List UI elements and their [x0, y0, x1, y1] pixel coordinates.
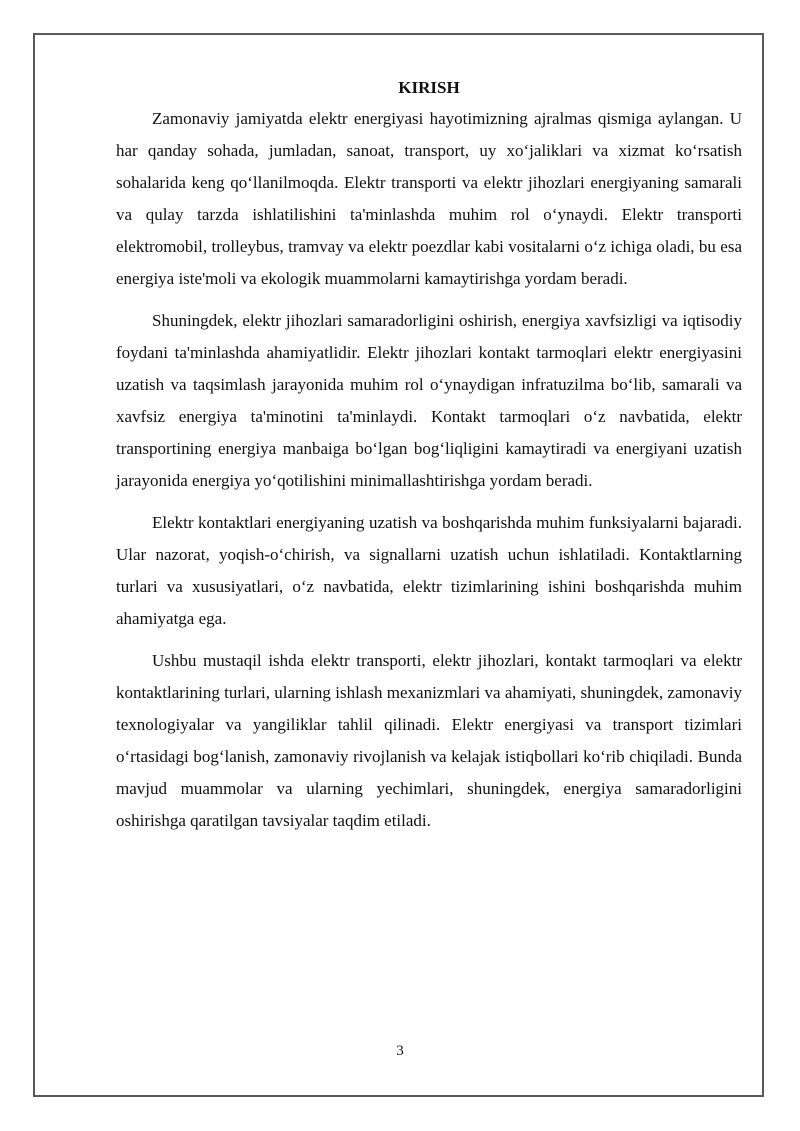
section-title: KIRISH: [398, 78, 460, 97]
paragraph-2: Shuningdek, elektr jihozlari samaradorligini oshirish, energiya xavfsizligi va iqtisodiy foydani ta'minlashda ahamiyatlidir. Elektr jihozlari kontakt tarmoqlari elektr energiyasini uzatish va taqsimlash jarayonida muhim rol o‘ynaydigan infratuzilma bo‘lib, samarali va xavfsiz energiya ta'minotini ta'minlaydi. Kontakt tarmoqlari o‘z navbatida, elektr transportining energiya manbaiga bo‘lgan bog‘liqligini kamaytiradi va energiyani uzatish jarayonida energiya yo‘qotilishini minimallashtirishga yordam beradi.: [116, 311, 742, 490]
paragraph-3: Elektr kontaktlari energiyaning uzatish va boshqarishda muhim funksiyalarni bajaradi. Ular nazorat, yoqish-o‘chirish, va signallarni uzatish uchun ishlatiladi. Kontaktlarning turlari va xususiyatlari, o‘z navbatida, elektr tizimlarining ishini boshqarishda muhim ahamiyatga ega.: [116, 513, 742, 628]
paragraph-4: Ushbu mustaqil ishda elektr transporti, elektr jihozlari, kontakt tarmoqlari va elektr kontaktlarining turlari, ularning ishlash mexanizmlari va ahamiyati, shuningdek, zamonaviy texnologiyalar va yangiliklar tahlil qilinadi. Elektr energiyasi va transport tizimlari o‘rtasidagi bog‘lanish, zamonaviy rivojlanish va kelajak istiqbollari ko‘rib chiqiladi. Bunda mavjud muammolar va ularning yechimlari, shuningdek, energiya samaradorligini oshirishga qaratilgan tavsiyalar taqdim etiladi.: [116, 651, 742, 830]
page-number: 3: [396, 1043, 404, 1059]
paragraph-1: Zamonaviy jamiyatda elektr energiyasi hayotimizning ajralmas qismiga aylangan. U har qanday sohada, jumladan, sanoat, transport, uy xo‘jaliklari va xizmat ko‘rsatish sohalarida keng qo‘llanilmoqda. Elektr transporti va elektr jihozlari energiyaning samarali va qulay tarzda ishlatilishini ta'minlashda muhim rol o‘ynaydi. Elektr transporti elektromobil, trolleybus, tramvay va elektr poezdlar kabi vositalarni o‘z ichiga oladi, bu esa energiya iste'moli va ekologik muammolarni kamaytirishga yordam beradi.: [116, 109, 742, 288]
document-body: [116, 74, 742, 847]
